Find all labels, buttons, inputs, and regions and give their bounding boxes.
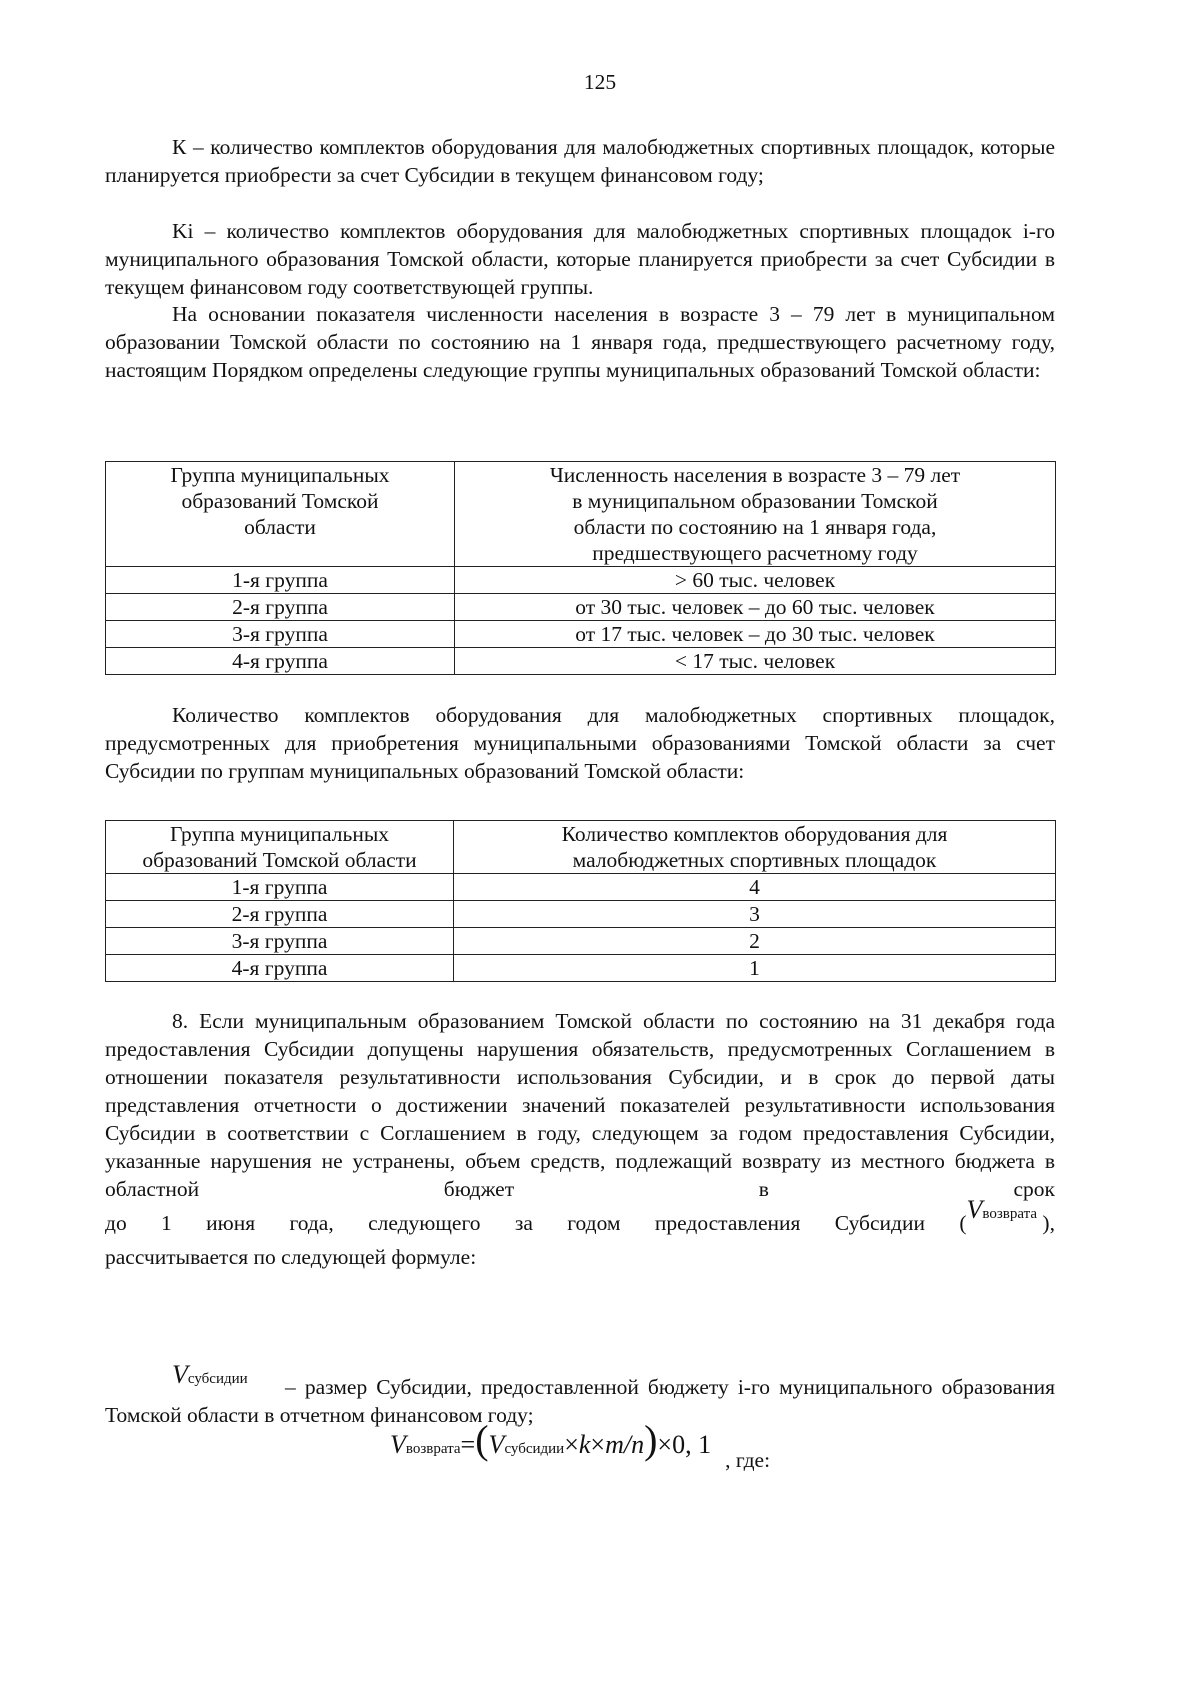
symbol-v: V: [488, 1430, 505, 1459]
times: ×: [590, 1430, 606, 1459]
table-cell: 3: [454, 901, 1056, 928]
table-cell: 1-я группа: [106, 874, 454, 901]
paragraph-groups-intro: На основании показателя численности населения в возрасте 3 – 79 лет в муниципальном образовании Томской области по состоянию на 1 января года, предшествующего расчетному году, настоящим Порядком определены следующие группы муниципальных образований Томской области:: [105, 302, 1055, 382]
paragraph-v-subsidy-definition: – размер Субсидии, предоставленной бюджету i-го муниципального образования Томской области в отчетном финансовом году;: [105, 1375, 1055, 1427]
table-cell: 3-я группа: [106, 621, 455, 648]
word: годом: [567, 1211, 621, 1235]
symbol-v: V: [172, 1360, 188, 1389]
subscript-subsidy: субсидии: [187, 1371, 248, 1387]
symbol-m-over-n: m/n: [605, 1430, 645, 1459]
paren: (: [959, 1211, 967, 1235]
paragraph-8-tail: рассчитывается по следующей формуле:: [105, 1245, 477, 1269]
table-row: [106, 648, 1056, 675]
paragraph-equipment-intro: Количество комплектов оборудования для малобюджетных спортивных площадок, предусмотренных для приобретения муниципальными образованиями Томской области за счет Субсидии по группам муниципальных образований Томской области:: [105, 703, 1055, 783]
formula-where: , где:: [725, 1448, 771, 1472]
equals: =: [460, 1430, 476, 1459]
table-row: [106, 955, 1056, 982]
symbol-k: k: [578, 1430, 591, 1459]
table-cell: > 60 тыс. человек: [455, 567, 1056, 594]
paragraph-ki-definition: Ki – количество комплектов оборудования для малобюджетных спортивных площадок i-го муниципального образования Томской области, которые планируется приобрести за счет Субсидии в текущем финансовом году соответствующей группы.: [105, 219, 1055, 299]
table-header-cell: Численность населения в возрасте 3 – 79 лет в муниципальном образовании Томской области по состоянию на 1 января года, предшествующего расчетному году: [455, 462, 1056, 567]
subscript-subsidy: субсидии: [504, 1441, 565, 1457]
word: 1: [161, 1211, 172, 1235]
table-cell: 4-я группа: [106, 955, 454, 982]
table-row: [106, 621, 1056, 648]
paragraph-8: 8. Если муниципальным образованием Томской области по состоянию на 31 декабря года предоставления Субсидии допущены нарушения обязательств, предусмотренных Соглашением в отношении показателя результативности использования Субсидии, и в срок до первой даты представления отчетности о достижении значений показателей результативности использования Субсидии в соответствии с Соглашением в году, следующем за годом предоставления Субсидии, указанные нарушения не устранены, объем средств, подлежащий возврату из местного бюджета в областной бюджет в срок: [105, 1009, 1055, 1201]
paragraph-k-definition: К – количество комплектов оборудования для малобюджетных спортивных площадок, которые планируется приобрести за счет Субсидии в текущем финансовом году;: [105, 135, 1055, 187]
equipment-count-table: [105, 820, 1056, 982]
table-row: [106, 567, 1056, 594]
table-cell: от 17 тыс. человек – до 30 тыс. человек: [455, 621, 1056, 648]
paren: ),: [1042, 1211, 1055, 1235]
table-cell: 2-я группа: [106, 901, 454, 928]
page-number: 125: [583, 70, 617, 94]
table-cell: 2-я группа: [106, 594, 455, 621]
v-return-inline: [959, 1195, 1055, 1237]
table-cell: 1: [454, 955, 1056, 982]
subscript-return: возврата: [405, 1441, 461, 1457]
word: предоставления: [654, 1211, 801, 1235]
word: за: [514, 1211, 533, 1235]
paren: ): [644, 1417, 658, 1462]
table-row: [106, 901, 1056, 928]
table-header-row: [106, 462, 1056, 567]
table-header-cell: Количество комплектов оборудования для малобюджетных спортивных площадок: [454, 821, 1056, 874]
paragraph-8-last-line: [105, 1195, 1055, 1237]
table-cell: 4: [454, 874, 1056, 901]
table-row: [106, 874, 1056, 901]
times: ×: [564, 1430, 579, 1459]
symbol-v: V: [966, 1195, 983, 1224]
table-cell: 3-я группа: [106, 928, 454, 955]
table-cell: от 30 тыс. человек – до 60 тыс. человек: [455, 594, 1056, 621]
word: Субсидии: [834, 1211, 925, 1235]
table-header-cell: Группа муниципальных образований Томской области: [106, 462, 455, 567]
word: года,: [289, 1211, 334, 1235]
table-cell: < 17 тыс. человек: [455, 648, 1056, 675]
table-row: [106, 928, 1056, 955]
word: следующего: [368, 1211, 481, 1235]
subscript-return: возврата: [982, 1206, 1038, 1222]
word: июня: [206, 1211, 256, 1235]
paren: (: [475, 1417, 489, 1462]
table-cell: 1-я группа: [106, 567, 455, 594]
population-groups-table: [105, 461, 1056, 675]
times-coefficient: ×0, 1: [657, 1430, 712, 1459]
table-header-row: [106, 821, 1056, 874]
table-cell: 4-я группа: [106, 648, 455, 675]
table-row: [106, 594, 1056, 621]
table-header-cell: Группа муниципальных образований Томской области: [106, 821, 454, 874]
symbol-v: V: [390, 1430, 406, 1459]
table-cell: 2: [454, 928, 1056, 955]
word: до: [105, 1211, 127, 1235]
